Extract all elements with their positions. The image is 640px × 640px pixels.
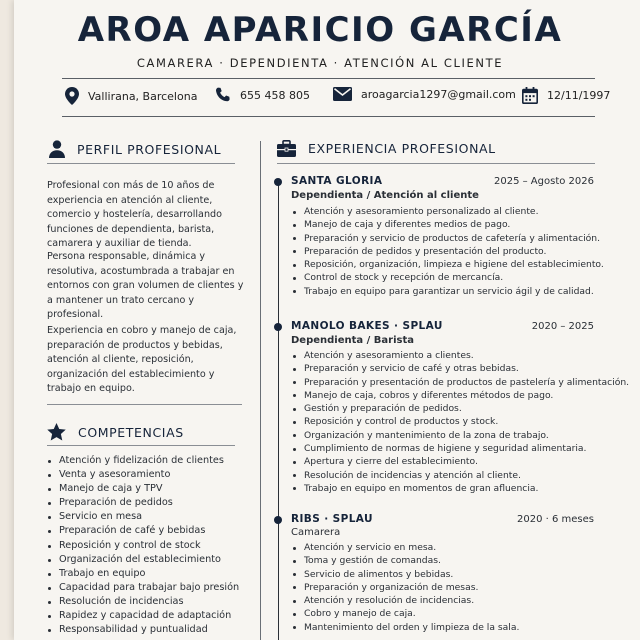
- envelope-icon: [333, 87, 352, 101]
- task-item: Trabajo en equipo para garantizar un servicio ágil y de calidad.: [291, 285, 604, 298]
- job-company: MANOLO BAKES · SPLAU: [291, 320, 443, 332]
- job-dates: 2020 – 2025: [531, 321, 594, 332]
- skill-item: Rapidez y capacidad de adaptación: [47, 609, 239, 623]
- job-tasks: [291, 205, 604, 298]
- task-item: Preparación y servicio de productos de cafetería y alimentación.: [291, 232, 604, 245]
- job-dates: 2020 · 6 meses: [517, 514, 594, 525]
- task-item: Atención y asesoramiento personalizado al cliente.: [291, 205, 604, 218]
- profile-paragraph: Experiencia en cobro y manejo de caja, preparación de productos y bebidas, atención al cliente, reposición, organización del establecimiento y trabajo en equipo.: [47, 325, 237, 395]
- skill-item: Servicio en mesa: [47, 510, 239, 524]
- job-company: SANTA GLORIA: [291, 175, 383, 187]
- job-tasks: [291, 349, 629, 495]
- job-tasks: [291, 541, 519, 634]
- task-item: Toma y gestión de comandas.: [291, 554, 519, 567]
- experience-heading-label: EXPERIENCIA PROFESIONAL: [308, 141, 496, 156]
- task-item: Organización y mantenimiento de la zona de trabajo.: [291, 429, 629, 442]
- skill-item: Preparación de pedidos: [47, 496, 239, 510]
- task-item: Atención y servicio en mesa.: [291, 541, 519, 554]
- task-item: Mantenimiento del orden y limpieza de la sala.: [291, 621, 519, 634]
- skill-item: Trabajo en equipo: [47, 567, 239, 581]
- birthdate-text: 12/11/1997: [547, 89, 611, 102]
- skill-item: Resolución de incidencias: [47, 595, 239, 609]
- email-text: aroagarcia1297@gmail.com: [361, 87, 516, 101]
- person-icon: [49, 140, 65, 158]
- task-item: Resolución de incidencias y atención al cliente.: [291, 469, 629, 482]
- task-item: Preparación y organización de mesas.: [291, 581, 519, 594]
- skills-list: [47, 454, 239, 637]
- calendar-icon: [522, 87, 538, 104]
- phone-text: 655 458 805: [240, 88, 310, 102]
- experience-heading-underline: [277, 163, 595, 164]
- profile-heading: [49, 140, 221, 158]
- task-item: Reposición, organización, limpieza e higiene del establecimiento.: [291, 258, 604, 271]
- job-subtitle: CAMARERA · DEPENDIENTA · ATENCIÓN AL CLIENTE: [136, 56, 504, 70]
- task-item: Atención y resolución de incidencias.: [291, 594, 519, 607]
- task-item: Atención y asesoramiento a clientes.: [291, 349, 629, 362]
- skill-item: Reposición y control de stock: [47, 539, 239, 553]
- timeline-dot: [274, 178, 282, 186]
- profile-heading-underline: [47, 163, 235, 164]
- task-item: Preparación de pedidos y presentación del producto.: [291, 245, 604, 258]
- contact-birthdate: [522, 87, 610, 104]
- task-item: Apertura y cierre del establecimiento.: [291, 455, 629, 468]
- skills-heading-underline: [47, 445, 235, 446]
- contact-email: [333, 87, 516, 101]
- job-role: Camarera: [291, 527, 341, 538]
- profile-paragraph: Profesional con más de 10 años de experiencia en atención al cliente, comercio y hostelería, desarrollando funciones de dependienta, barista, camarera y auxiliar de tienda.: [47, 180, 222, 250]
- skill-item: Responsabilidad y puntualidad: [47, 623, 239, 637]
- skill-item: Organización del establecimiento: [47, 553, 239, 567]
- task-item: Reposición y control de productos y stock.: [291, 415, 629, 428]
- column-divider: [260, 141, 261, 640]
- task-item: Control de stock y recepción de mercancía.: [291, 271, 604, 284]
- left-section-divider: [47, 404, 242, 405]
- task-item: Trabajo en equipo en momentos de gran afluencia.: [291, 482, 629, 495]
- profile-heading-label: PERFIL PROFESIONAL: [77, 141, 222, 157]
- job-role: Dependienta / Barista: [291, 335, 414, 346]
- skills-heading: [47, 423, 184, 441]
- task-item: Servicio de alimentos y bebidas.: [291, 568, 519, 581]
- skill-item: Manejo de caja y TPV: [47, 482, 239, 496]
- skill-item: Capacidad para trabajar bajo presión: [47, 581, 239, 595]
- experience-heading: [277, 140, 496, 157]
- contact-top-divider: [62, 78, 595, 79]
- contact-bottom-divider: [62, 116, 595, 117]
- task-item: Manejo de caja, cobros y diferentes métodos de pago.: [291, 389, 629, 402]
- skills-heading-label: COMPETENCIAS: [78, 424, 184, 440]
- skill-item: Venta y asesoramiento: [47, 468, 239, 482]
- task-item: Preparación y presentación de productos de pastelería y alimentación.: [291, 376, 629, 389]
- timeline-dot: [274, 516, 282, 524]
- skill-item: Preparación de café y bebidas: [47, 524, 239, 538]
- task-item: Cobro y manejo de caja.: [291, 607, 519, 620]
- page-title: AROA APARICIO GARCÍA: [77, 10, 563, 50]
- job-dates: 2025 – Agosto 2026: [494, 176, 594, 187]
- star-icon: [47, 423, 66, 441]
- task-item: Gestión y preparación de pedidos.: [291, 402, 629, 415]
- contact-location: [65, 87, 197, 105]
- map-pin-icon: [65, 87, 79, 105]
- profile-paragraph: Persona responsable, dinámica y resolutiva, acostumbrada a trabajar en entornos con gran volumen de clientes y a mantener un trato cercano y profesional.: [47, 251, 244, 321]
- job-role: Dependienta / Atención al cliente: [291, 190, 479, 201]
- task-item: Preparación y servicio de café y otras bebidas.: [291, 362, 629, 375]
- skill-item: Atención y fidelización de clientes: [47, 454, 239, 468]
- task-item: Manejo de caja y diferentes medios de pago.: [291, 218, 604, 231]
- briefcase-icon: [277, 140, 296, 157]
- timeline-dot: [274, 323, 282, 331]
- contact-phone: [215, 87, 310, 103]
- timeline-line: [278, 182, 279, 640]
- task-item: Cumplimiento de normas de higiene y seguridad alimentaria.: [291, 442, 629, 455]
- location-text: Vallirana, Barcelona: [88, 89, 198, 103]
- phone-icon: [215, 87, 231, 103]
- job-company: RIBS · SPLAU: [291, 513, 373, 525]
